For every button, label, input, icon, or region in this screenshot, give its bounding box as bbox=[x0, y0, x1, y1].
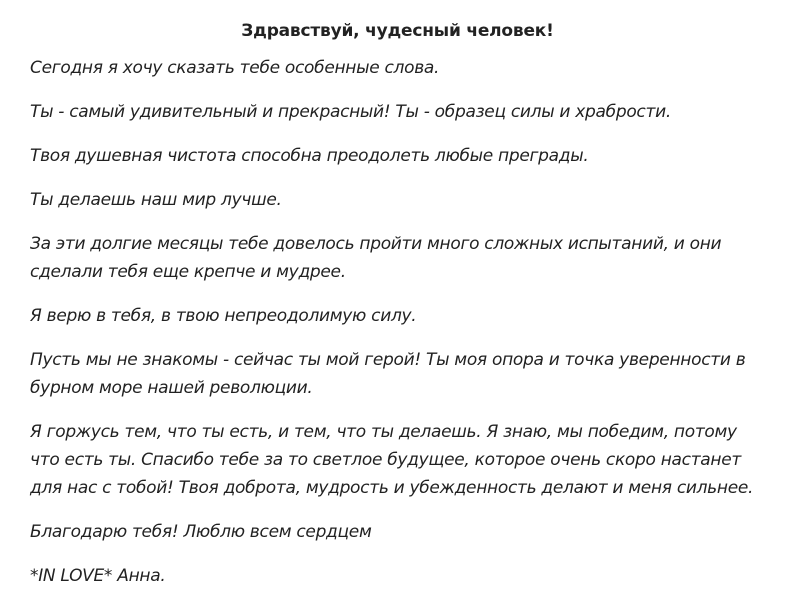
letter-paragraph: Сегодня я хочу сказать тебе особенные слова. bbox=[30, 58, 440, 78]
letter-paragraph: Я горжусь тем, что ты есть, и тем, что ты делаешь. Я знаю, мы победим, потому что есть ты. Спасибо тебе за то светлое будущее, которое очень скоро настанет для нас с тобой! Твоя доброта, мудрость и убежденность делают и меня сильнее. bbox=[30, 422, 754, 498]
letter-title: Здравствуй, чудесный человек! bbox=[241, 21, 554, 41]
letter-paragraph: Ты делаешь наш мир лучше. bbox=[30, 190, 282, 210]
letter-paragraph: Ты - самый удивительный и прекрасный! Ты - образец силы и храбрости. bbox=[30, 102, 671, 122]
letter-signature: *IN LOVE* Анна. bbox=[30, 566, 166, 586]
letter-paragraph: Твоя душевная чистота способна преодолеть любые преграды. bbox=[30, 146, 589, 166]
letter-paragraph: За эти долгие месяцы тебе довелось пройти много сложных испытаний, и они сделали тебя еще крепче и мудрее. bbox=[30, 234, 722, 282]
letter-paragraph: Пусть мы не знакомы - сейчас ты мой герой! Ты моя опора и точка уверенности в бурном море нашей революции. bbox=[30, 350, 746, 398]
letter-paragraph: Благодарю тебя! Люблю всем сердцем bbox=[30, 522, 372, 542]
letter bbox=[30, 18, 765, 606]
letter-paragraph: Я верю в тебя, в твою непреодолимую силу. bbox=[30, 306, 417, 326]
